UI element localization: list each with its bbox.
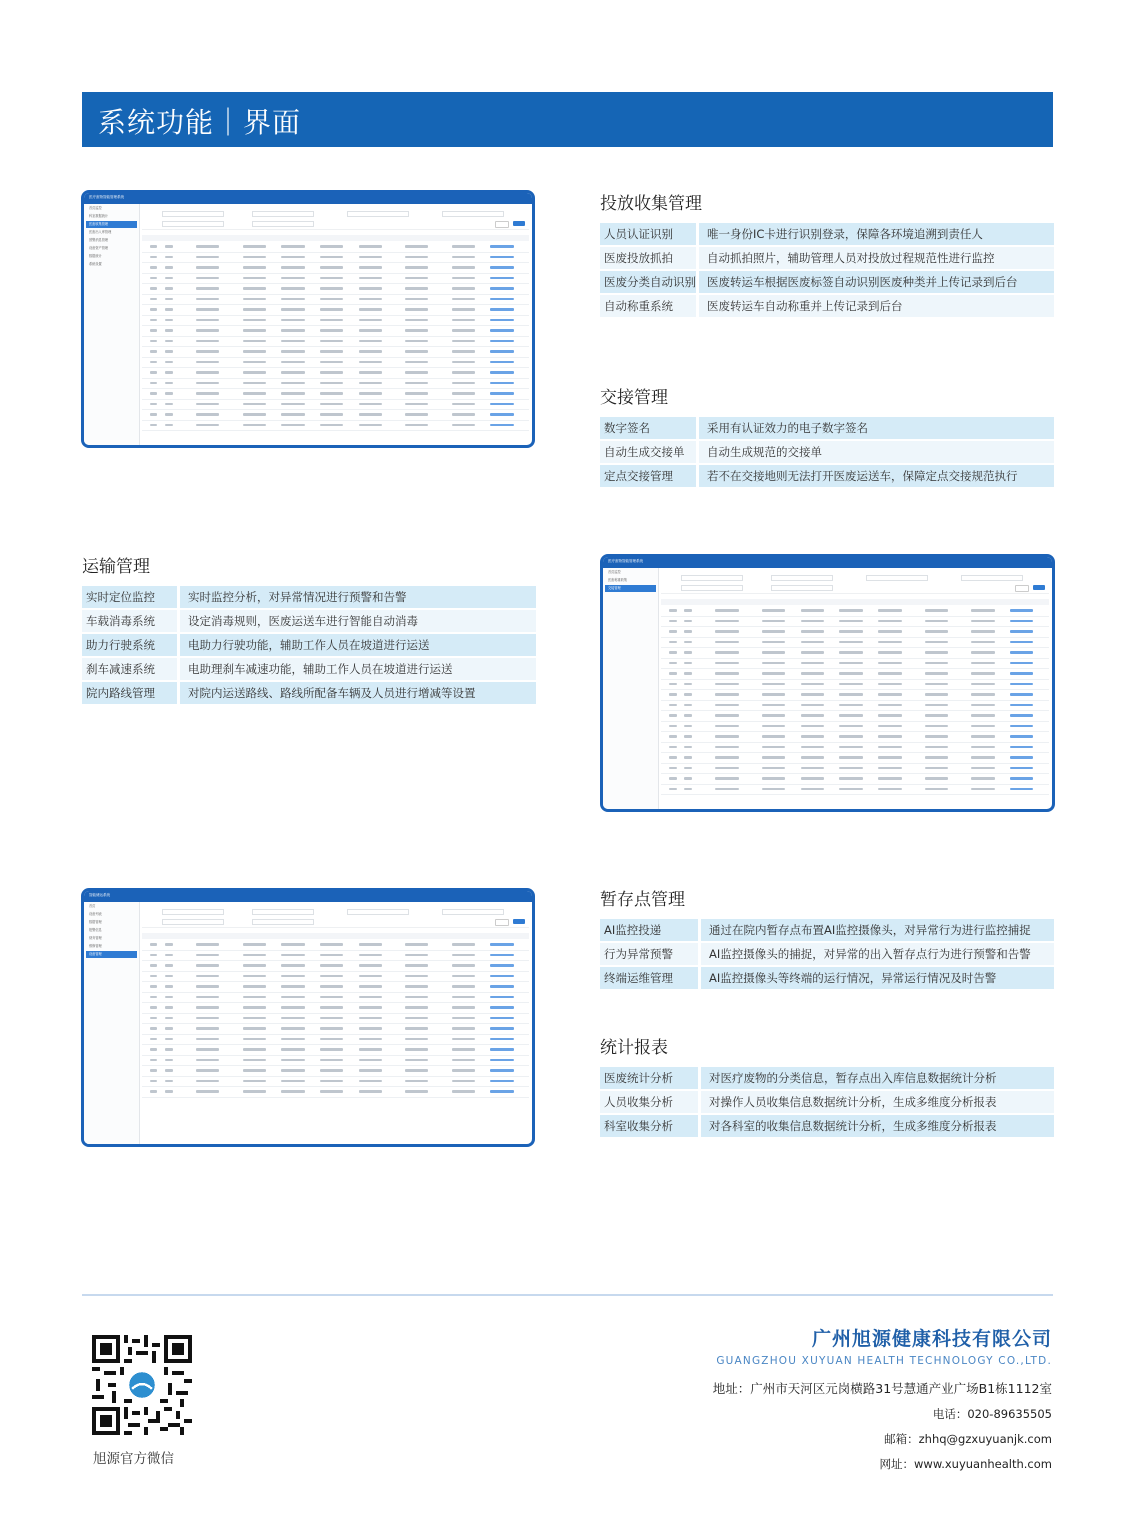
menu-item[interactable]: 医废出入库管理 — [89, 230, 112, 234]
feature-name: 行为异常预警 — [600, 943, 698, 965]
table-row[interactable] — [661, 785, 1049, 796]
section-title: 暂存点管理 — [600, 890, 685, 910]
menu-item[interactable]: 首页监控 — [608, 570, 621, 574]
feature-desc: 唯一身份IC卡进行识别登录，保障各环境追溯到责任人 — [699, 223, 1054, 245]
menu-item-active[interactable]: 医废收集管理 — [86, 221, 137, 228]
table-row[interactable] — [142, 1066, 529, 1077]
table-row[interactable] — [142, 326, 529, 337]
menu-item[interactable]: 首页监控 — [89, 206, 102, 210]
feature-desc: 设定消毒规则，医废运送车进行智能自动消毒 — [180, 610, 536, 632]
app-title: 医疗废物智能管理系统 — [89, 195, 124, 199]
header-banner — [82, 92, 1053, 147]
feature-desc: 采用有认证效力的电子数字签名 — [699, 417, 1054, 439]
menu-item[interactable]: 设备资产管理 — [89, 246, 109, 250]
table-row[interactable] — [142, 410, 529, 421]
feature-name: 定点交接管理 — [600, 465, 696, 487]
table-row[interactable] — [142, 421, 529, 432]
feature-name: 自动称重系统 — [600, 295, 696, 317]
feature-name: 助力行驶系统 — [82, 634, 177, 656]
table-row[interactable] — [142, 337, 529, 348]
app-title: 医疗废物智能管理系统 — [608, 559, 643, 563]
table-row[interactable] — [661, 617, 1049, 628]
app-topbar — [603, 557, 1052, 568]
table-row[interactable] — [142, 1024, 529, 1035]
data-table — [142, 933, 529, 1098]
filter-bar — [661, 571, 1049, 594]
feature-desc: 电助理刹车减速功能，辅助工作人员在坡道进行运送 — [180, 658, 536, 680]
section-report — [600, 1033, 1054, 1137]
menu-item[interactable]: 维修管理 — [89, 944, 102, 948]
feature-desc: 对院内运送路线、路线所配备车辆及人员进行增减等设置 — [180, 682, 536, 704]
section-title: 统计报表 — [600, 1038, 668, 1058]
menu-item[interactable]: 预警消息管理 — [89, 238, 109, 242]
feature-desc: 对医疗废物的分类信息，暂存点出入库信息数据统计分析 — [701, 1067, 1054, 1089]
app-sidebar — [84, 902, 140, 1144]
table-row[interactable] — [142, 316, 529, 327]
table-row[interactable] — [661, 627, 1049, 638]
table-row[interactable] — [142, 305, 529, 316]
section-title: 投放收集管理 — [600, 194, 702, 214]
table-row[interactable] — [142, 951, 529, 962]
app-content — [661, 571, 1049, 806]
table-row[interactable] — [142, 1056, 529, 1067]
table-row[interactable] — [661, 680, 1049, 691]
company-phone: 电话：020-89635505 — [932, 1407, 1052, 1421]
feature-desc: AI监控摄像头的捕捉，对异常的出入暂存点行为进行预警和告警 — [701, 943, 1054, 965]
menu-item[interactable]: 首页 — [89, 904, 96, 908]
screenshot-collection-ui — [81, 190, 535, 448]
table-header — [142, 235, 529, 241]
app-sidebar — [603, 568, 659, 809]
feature-name: 人员认证识别 — [600, 223, 696, 245]
table-row[interactable] — [661, 722, 1049, 733]
table-row[interactable] — [142, 982, 529, 993]
table-row[interactable] — [142, 347, 529, 358]
menu-item-active[interactable]: 交接管理 — [605, 585, 656, 592]
menu-item[interactable]: 设备列表 — [89, 912, 102, 916]
filter-bar — [142, 905, 529, 928]
feature-name: 科室收集分析 — [600, 1115, 698, 1137]
company-name-cn: 广州旭源健康科技有限公司 — [811, 1328, 1052, 1350]
feature-desc: 对各科室的收集信息数据统计分析，生成多维度分析报表 — [701, 1115, 1054, 1137]
table-row[interactable] — [661, 659, 1049, 670]
section-transport — [82, 552, 536, 704]
feature-desc: 自动抓拍照片，辅助管理人员对投放过程规范性进行监控 — [699, 247, 1054, 269]
app-topbar — [84, 891, 532, 902]
table-row[interactable] — [661, 764, 1049, 775]
section-title: 运输管理 — [82, 557, 150, 577]
table-row[interactable] — [142, 1014, 529, 1025]
app-content — [142, 207, 529, 442]
table-row[interactable] — [661, 743, 1049, 754]
table-row[interactable] — [142, 274, 529, 285]
company-website[interactable]: 网址：www.xuyuanhealth.com — [879, 1457, 1052, 1471]
table-row[interactable] — [142, 993, 529, 1004]
table-row[interactable] — [661, 669, 1049, 680]
menu-item-active[interactable]: 设备管理 — [86, 951, 137, 958]
table-row[interactable] — [661, 753, 1049, 764]
app-sidebar — [84, 204, 140, 445]
table-row[interactable] — [142, 368, 529, 379]
table-row[interactable] — [142, 972, 529, 983]
feature-desc: 电助力行驶功能，辅助工作人员在坡道进行运送 — [180, 634, 536, 656]
page-title: 系统功能｜界面 — [98, 106, 302, 139]
table-row[interactable] — [142, 295, 529, 306]
table-row[interactable] — [142, 263, 529, 274]
table-row[interactable] — [661, 732, 1049, 743]
table-row[interactable] — [142, 242, 529, 253]
feature-name: AI监控投递 — [600, 919, 698, 941]
section-handover — [600, 383, 1054, 487]
feature-desc: AI监控摄像头等终端的运行情况，异常运行情况及时告警 — [701, 967, 1054, 989]
company-email[interactable]: 邮箱：zhhq@gzxuyuanjk.com — [884, 1432, 1052, 1446]
table-row[interactable] — [142, 961, 529, 972]
table-row[interactable] — [661, 711, 1049, 722]
feature-name: 自动生成交接单 — [600, 441, 696, 463]
menu-item[interactable]: 科室数据统计 — [89, 214, 109, 218]
feature-name: 实时定位监控 — [82, 586, 177, 608]
feature-desc: 实时监控分析，对异常情况进行预警和告警 — [180, 586, 536, 608]
feature-desc: 医废转运车根据医废标签自动识别医废种类并上传记录到后台 — [699, 271, 1054, 293]
app-title: 智能储运系统 — [89, 893, 110, 897]
feature-name: 人员收集分析 — [600, 1091, 698, 1113]
section-title: 交接管理 — [600, 388, 668, 408]
feature-desc: 对操作人员收集信息数据统计分析，生成多维度分析报表 — [701, 1091, 1054, 1113]
table-row[interactable] — [661, 606, 1049, 617]
table-row[interactable] — [661, 648, 1049, 659]
company-name-en: GUANGZHOU XUYUAN HEALTH TECHNOLOGY CO.,LTD. — [716, 1355, 1052, 1367]
feature-name: 院内路线管理 — [82, 682, 177, 704]
feature-name: 数字签名 — [600, 417, 696, 439]
app-content — [142, 905, 529, 1141]
table-row[interactable] — [661, 638, 1049, 649]
table-row[interactable] — [142, 379, 529, 390]
feature-name: 刹车减速系统 — [82, 658, 177, 680]
table-row[interactable] — [142, 940, 529, 951]
section-storage — [600, 885, 1054, 989]
table-row[interactable] — [142, 1087, 529, 1098]
table-row[interactable] — [142, 358, 529, 369]
table-row[interactable] — [661, 690, 1049, 701]
company-address: 地址：广州市天河区元岗横路31号慧通产业广场B1栋1112室 — [712, 1381, 1052, 1396]
feature-desc: 自动生成规范的交接单 — [699, 441, 1054, 463]
table-row[interactable] — [142, 1035, 529, 1046]
menu-item[interactable]: 数据统计 — [89, 254, 102, 258]
table-header — [142, 933, 529, 939]
table-row[interactable] — [142, 1003, 529, 1014]
feature-desc: 医废转运车自动称重并上传记录到后台 — [699, 295, 1054, 317]
menu-item[interactable]: 系统设置 — [89, 262, 102, 266]
screenshot-storage-ui — [81, 888, 535, 1147]
feature-desc: 若不在交接地则无法打开医废运送车，保障定点交接规范执行 — [699, 465, 1054, 487]
table-row[interactable] — [142, 1077, 529, 1088]
qr-caption: 旭源官方微信 — [93, 1451, 174, 1467]
table-row[interactable] — [142, 284, 529, 295]
menu-item[interactable]: 报警信息 — [89, 928, 102, 932]
company-info — [713, 1324, 1052, 1472]
app-topbar — [84, 193, 532, 204]
feature-name: 车载消毒系统 — [82, 610, 177, 632]
feature-name: 医废分类自动识别 — [600, 271, 696, 293]
footer-divider — [82, 1294, 1053, 1296]
table-row[interactable] — [142, 253, 529, 264]
table-row[interactable] — [661, 701, 1049, 712]
feature-desc: 通过在院内暂存点布置AI监控摄像头，对异常行为进行监控捕捉 — [701, 919, 1054, 941]
feature-name: 医废投放抓拍 — [600, 247, 696, 269]
section-collection — [600, 189, 1054, 317]
table-header — [661, 599, 1049, 605]
filter-bar — [142, 207, 529, 230]
data-table — [142, 235, 529, 431]
feature-name: 终端运维管理 — [600, 967, 698, 989]
data-table — [661, 599, 1049, 795]
menu-item[interactable]: 财务管理 — [89, 936, 102, 940]
menu-item[interactable]: 数据管理 — [89, 920, 102, 924]
qr-code-icon — [92, 1335, 192, 1435]
table-row[interactable] — [142, 389, 529, 400]
feature-name: 医废统计分析 — [600, 1067, 698, 1089]
table-row[interactable] — [142, 400, 529, 411]
screenshot-handover-ui — [600, 554, 1055, 812]
menu-item[interactable]: 医废称重收集 — [608, 578, 628, 582]
table-row[interactable] — [142, 1045, 529, 1056]
table-row[interactable] — [661, 774, 1049, 785]
